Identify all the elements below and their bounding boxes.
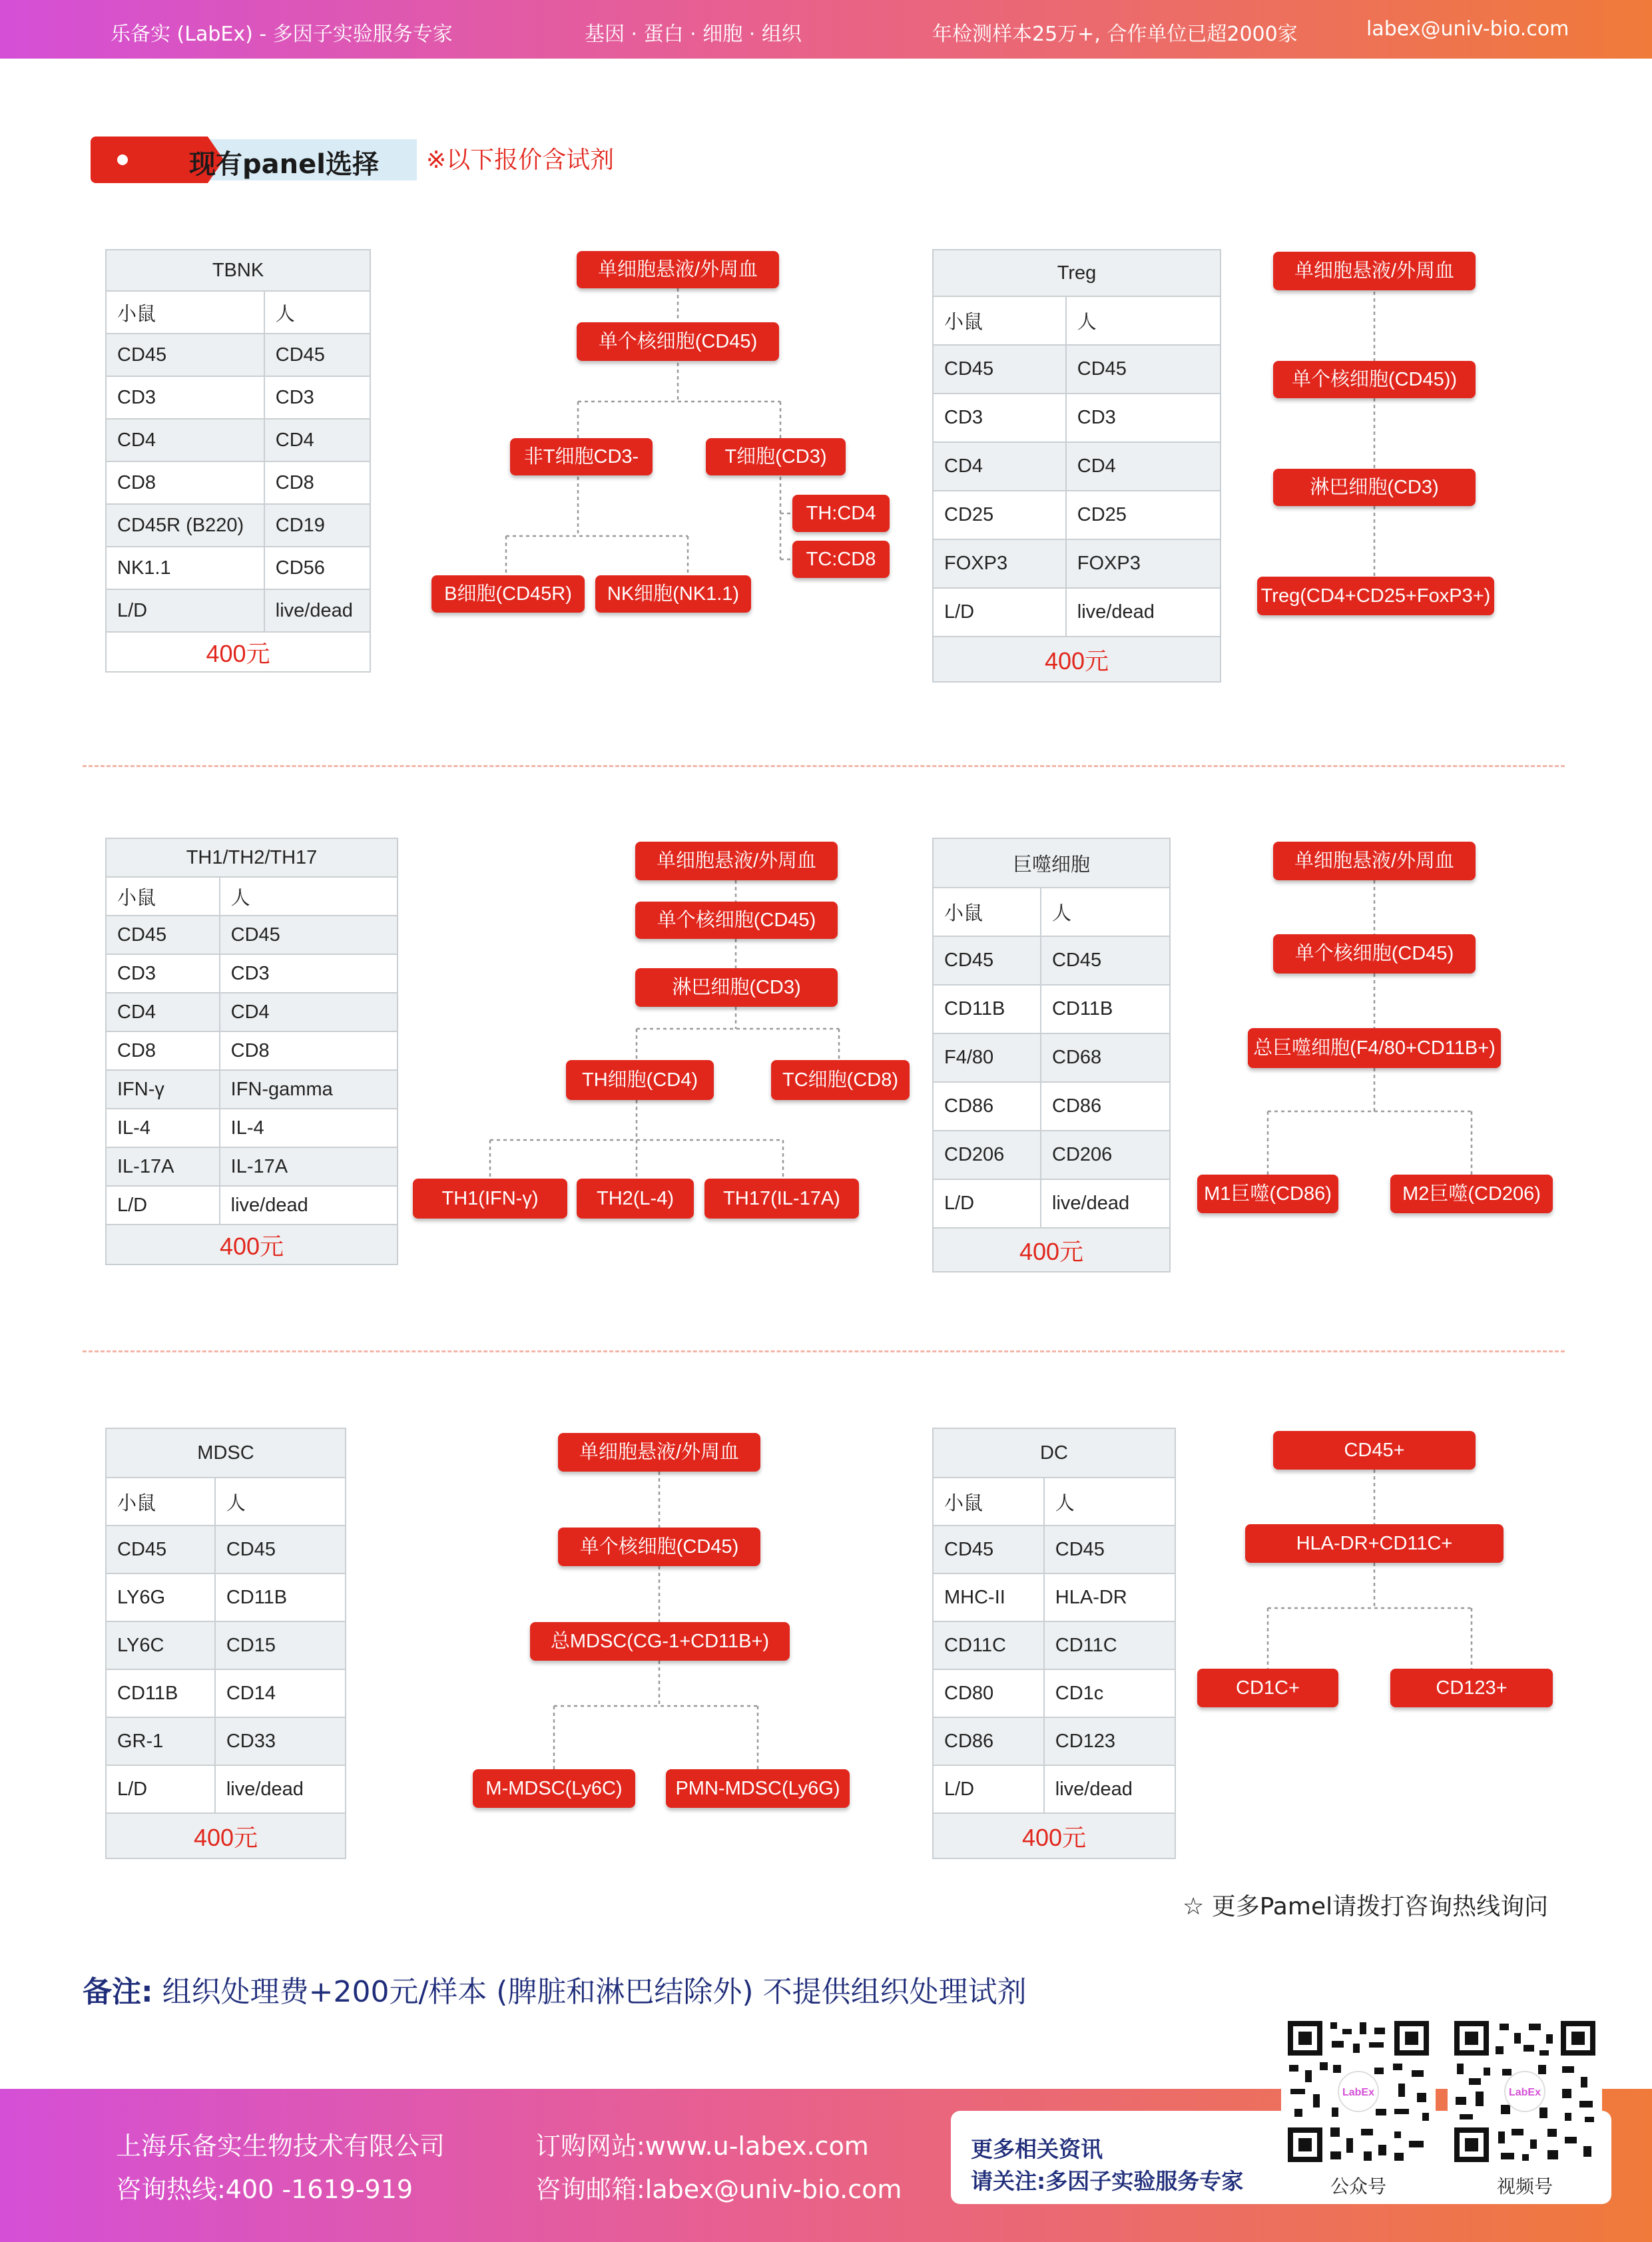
table-cell: CD80 xyxy=(933,1669,1044,1717)
table-cell: L/D xyxy=(933,1179,1041,1228)
table-cell: MHC-II xyxy=(933,1573,1044,1621)
flow-node: TC细胞(CD8) xyxy=(771,1060,910,1100)
table-cell: CD45 xyxy=(933,1526,1044,1573)
footer-website[interactable]: 订购网站:www.u-labex.com xyxy=(535,2131,869,2161)
table-cell: CD3 xyxy=(220,954,398,993)
flow-node: TH:CD4 xyxy=(792,495,890,532)
table-cell: CD1c xyxy=(1044,1669,1175,1717)
table-cell: CD11B xyxy=(106,1669,215,1717)
table-cell: live/dead xyxy=(220,1186,398,1225)
table-cell: 小鼠 xyxy=(106,291,264,334)
top-banner xyxy=(0,0,1652,59)
macrophage-table xyxy=(932,838,1171,1272)
table-cell: CD11B xyxy=(933,985,1041,1033)
price: 400元 xyxy=(933,637,1221,682)
table-cell: CD45 xyxy=(933,345,1066,394)
price-note: ※以下报价含试剂 xyxy=(426,146,615,174)
table-cell: IL-4 xyxy=(106,1109,220,1147)
table-cell: CD11B xyxy=(215,1573,346,1621)
table-cell: GR-1 xyxy=(106,1717,215,1765)
qr-logo: LabEx xyxy=(1508,2087,1541,2098)
table-cell: CD3 xyxy=(106,376,264,419)
video-qr-code[interactable] xyxy=(1448,2014,1602,2169)
table-cell: live/dead xyxy=(264,589,370,632)
table-cell: CD8 xyxy=(106,461,264,504)
price: 400元 xyxy=(933,1228,1170,1272)
flow-node: PMN-MDSC(Ly6G) xyxy=(666,1769,850,1808)
table-cell: live/dead xyxy=(1044,1765,1175,1813)
flow-node: 单细胞悬液/外周血 xyxy=(1273,252,1476,290)
table-title: Treg xyxy=(933,250,1221,296)
qr-code-icon xyxy=(1448,2014,1602,2169)
flow-node: 淋巴细胞(CD3) xyxy=(635,968,838,1007)
footer-company: 上海乐备实生物技术有限公司 xyxy=(116,2131,445,2161)
table-cell: IL-4 xyxy=(220,1109,398,1147)
table-cell: CD45 xyxy=(220,916,398,954)
table-cell: L/D xyxy=(106,589,264,632)
table-cell: CD206 xyxy=(1041,1131,1170,1179)
table-cell: FOXP3 xyxy=(933,539,1066,588)
table-cell: CD8 xyxy=(106,1031,220,1070)
table-cell: live/dead xyxy=(1066,588,1221,637)
table-cell: CD123 xyxy=(1044,1717,1175,1765)
table-cell: CD3 xyxy=(264,376,370,419)
flow-node: CD1C+ xyxy=(1197,1669,1338,1707)
table-cell: 人 xyxy=(264,291,370,334)
table-cell: CD45 xyxy=(264,334,370,376)
qr-code-icon xyxy=(1281,2014,1436,2169)
flow-node: 单个核细胞(CD45) xyxy=(577,322,779,361)
table-cell: CD45 xyxy=(933,936,1041,985)
wechat-qr-code[interactable] xyxy=(1281,2014,1436,2169)
table-cell: CD4 xyxy=(1066,442,1221,491)
flow-node: M2巨噬(CD206) xyxy=(1390,1175,1553,1213)
section-divider xyxy=(83,765,1565,767)
flow-node: HLA-DR+CD11C+ xyxy=(1245,1524,1504,1563)
bullet-dot-icon xyxy=(117,154,128,165)
flow-node: 单个核细胞(CD45) xyxy=(1273,934,1476,974)
table-cell: IFN-gamma xyxy=(220,1070,398,1109)
footer-email[interactable]: 咨询邮箱:labex@univ-bio.com xyxy=(535,2175,902,2204)
section-header xyxy=(91,137,417,183)
table-cell: live/dead xyxy=(1041,1179,1170,1228)
table-cell: 人 xyxy=(220,877,398,916)
table-cell: CD45 xyxy=(1066,345,1221,394)
table-cell: CD45R (B220) xyxy=(106,504,264,547)
table-cell: CD4 xyxy=(106,419,264,461)
table-cell: CD8 xyxy=(220,1031,398,1070)
table-cell: CD45 xyxy=(1041,936,1170,985)
table-cell: CD25 xyxy=(1066,491,1221,539)
table-cell: 人 xyxy=(1066,296,1221,345)
price: 400元 xyxy=(106,1813,346,1858)
th-table xyxy=(105,838,398,1265)
qr-logo: LabEx xyxy=(1342,2087,1375,2098)
table-cell: LY6C xyxy=(106,1621,215,1669)
table-cell: IFN-γ xyxy=(106,1070,220,1109)
table-cell: 小鼠 xyxy=(933,1478,1044,1526)
flow-node: 单个核细胞(CD45)) xyxy=(1273,361,1476,398)
price: 400元 xyxy=(933,1813,1175,1858)
table-cell: LY6G xyxy=(106,1573,215,1621)
table-cell: CD3 xyxy=(1066,394,1221,442)
table-cell: HLA-DR xyxy=(1044,1573,1175,1621)
flow-node: Treg(CD4+CD25+FoxP3+) xyxy=(1257,577,1494,615)
flow-node: 单细胞悬液/外周血 xyxy=(558,1433,760,1472)
table-cell: CD11C xyxy=(1044,1621,1175,1669)
table-cell: CD86 xyxy=(1041,1082,1170,1131)
table-cell: L/D xyxy=(106,1186,220,1225)
table-cell: CD4 xyxy=(933,442,1066,491)
banner-company: 乐备实 (LabEx) - 多因子实验服务专家 xyxy=(111,23,453,46)
table-cell: FOXP3 xyxy=(1066,539,1221,588)
table-cell: live/dead xyxy=(215,1765,346,1813)
section-title: 现有panel选择 xyxy=(189,149,379,180)
table-cell: L/D xyxy=(933,1765,1044,1813)
treg-table xyxy=(932,249,1221,683)
qr-caption-wechat: 公众号 xyxy=(1330,2175,1387,2197)
table-cell: CD45 xyxy=(106,1526,215,1573)
footer-hotline[interactable]: 咨询热线:400 -1619-919 xyxy=(116,2175,413,2204)
table-cell: CD45 xyxy=(1044,1526,1175,1573)
table-cell: CD3 xyxy=(933,394,1066,442)
flow-node: TH细胞(CD4) xyxy=(566,1060,714,1100)
remark-text: 组织处理费+200元/样本 (脾脏和淋巴结除外) 不提供组织处理试剂 xyxy=(152,1975,1027,2009)
card-line2: 请关注:多因子实验服务专家 xyxy=(971,2168,1244,2194)
table-cell: NK1.1 xyxy=(106,547,264,589)
flow-node: T细胞(CD3) xyxy=(706,438,846,475)
table-cell: CD11C xyxy=(933,1621,1044,1669)
table-title: TBNK xyxy=(106,250,370,291)
tbnk-table xyxy=(105,249,371,673)
table-cell: CD19 xyxy=(264,504,370,547)
flow-node: TH17(IL-17A) xyxy=(704,1179,859,1219)
table-cell: L/D xyxy=(933,588,1066,637)
section-divider xyxy=(83,1350,1565,1352)
banner-stats: 年检测样本25万+, 合作单位已超2000家 xyxy=(932,23,1298,46)
table-cell: IL-17A xyxy=(106,1147,220,1186)
flow-node: TC:CD8 xyxy=(792,541,890,578)
banner-email[interactable]: labex@univ-bio.com xyxy=(1366,17,1569,41)
flow-node: B细胞(CD45R) xyxy=(431,575,585,613)
banner-fields: 基因 · 蛋白 · 细胞 · 组织 xyxy=(585,23,802,46)
flow-node: NK细胞(NK1.1) xyxy=(595,575,751,613)
card-line1: 更多相关资讯 xyxy=(971,2136,1103,2162)
table-cell: CD86 xyxy=(933,1717,1044,1765)
table-title: DC xyxy=(933,1428,1175,1478)
qr-caption-video: 视频号 xyxy=(1497,2175,1553,2197)
table-cell: CD3 xyxy=(106,954,220,993)
table-cell: CD15 xyxy=(215,1621,346,1669)
table-cell: 小鼠 xyxy=(106,1478,215,1526)
table-cell: 小鼠 xyxy=(106,877,220,916)
flow-node: TH1(IFN-γ) xyxy=(413,1179,567,1219)
flow-node: M1巨噬(CD86) xyxy=(1197,1175,1338,1213)
flow-node: CD123+ xyxy=(1390,1669,1553,1707)
table-cell: 小鼠 xyxy=(933,296,1066,345)
table-title: 巨噬细胞 xyxy=(933,838,1170,888)
table-cell: 人 xyxy=(1044,1478,1175,1526)
table-cell: CD25 xyxy=(933,491,1066,539)
table-title: MDSC xyxy=(106,1428,346,1478)
flow-node: 总巨噬细胞(F4/80+CD11B+) xyxy=(1248,1028,1501,1068)
mdsc-table xyxy=(105,1428,346,1859)
table-cell: CD14 xyxy=(215,1669,346,1717)
table-cell: CD45 xyxy=(215,1526,346,1573)
table-title: TH1/TH2/TH17 xyxy=(106,838,398,877)
price: 400元 xyxy=(106,1225,398,1264)
table-cell: CD86 xyxy=(933,1082,1041,1131)
table-cell: CD4 xyxy=(264,419,370,461)
more-panels-note: ☆ 更多Pamel请拨打咨询热线询问 xyxy=(1183,1893,1549,1920)
table-cell: CD206 xyxy=(933,1131,1041,1179)
table-cell: CD8 xyxy=(264,461,370,504)
flow-node: TH2(L-4) xyxy=(577,1179,694,1219)
table-cell: CD33 xyxy=(215,1717,346,1765)
flow-node: M-MDSC(Ly6C) xyxy=(473,1769,635,1808)
table-cell: CD45 xyxy=(106,334,264,376)
table-cell: IL-17A xyxy=(220,1147,398,1186)
table-cell: 小鼠 xyxy=(933,888,1041,936)
flow-node: 单细胞悬液/外周血 xyxy=(635,842,838,880)
table-cell: 人 xyxy=(1041,888,1170,936)
flow-node: 单个核细胞(CD45) xyxy=(558,1528,760,1566)
table-cell: CD56 xyxy=(264,547,370,589)
table-cell: F4/80 xyxy=(933,1033,1041,1082)
remark xyxy=(83,1968,1027,2010)
price: 400元 xyxy=(106,632,370,672)
table-cell: CD45 xyxy=(106,916,220,954)
flow-node: 淋巴细胞(CD3) xyxy=(1273,469,1476,506)
table-cell: CD11B xyxy=(1041,985,1170,1033)
table-cell: 人 xyxy=(215,1478,346,1526)
remark-label: 备注: xyxy=(83,1975,153,2009)
flow-node: CD45+ xyxy=(1273,1431,1476,1470)
table-cell: CD4 xyxy=(106,993,220,1031)
table-cell: L/D xyxy=(106,1765,215,1813)
flow-node: 单细胞悬液/外周血 xyxy=(577,251,779,288)
table-cell: CD4 xyxy=(220,993,398,1031)
table-cell: CD68 xyxy=(1041,1033,1170,1082)
flow-node: 非T细胞CD3- xyxy=(510,438,653,475)
flow-node: 单个核细胞(CD45) xyxy=(635,902,838,939)
flow-node: 总MDSC(CG-1+CD11B+) xyxy=(530,1622,790,1661)
dc-table xyxy=(932,1428,1176,1859)
flow-node: 单细胞悬液/外周血 xyxy=(1273,842,1476,880)
